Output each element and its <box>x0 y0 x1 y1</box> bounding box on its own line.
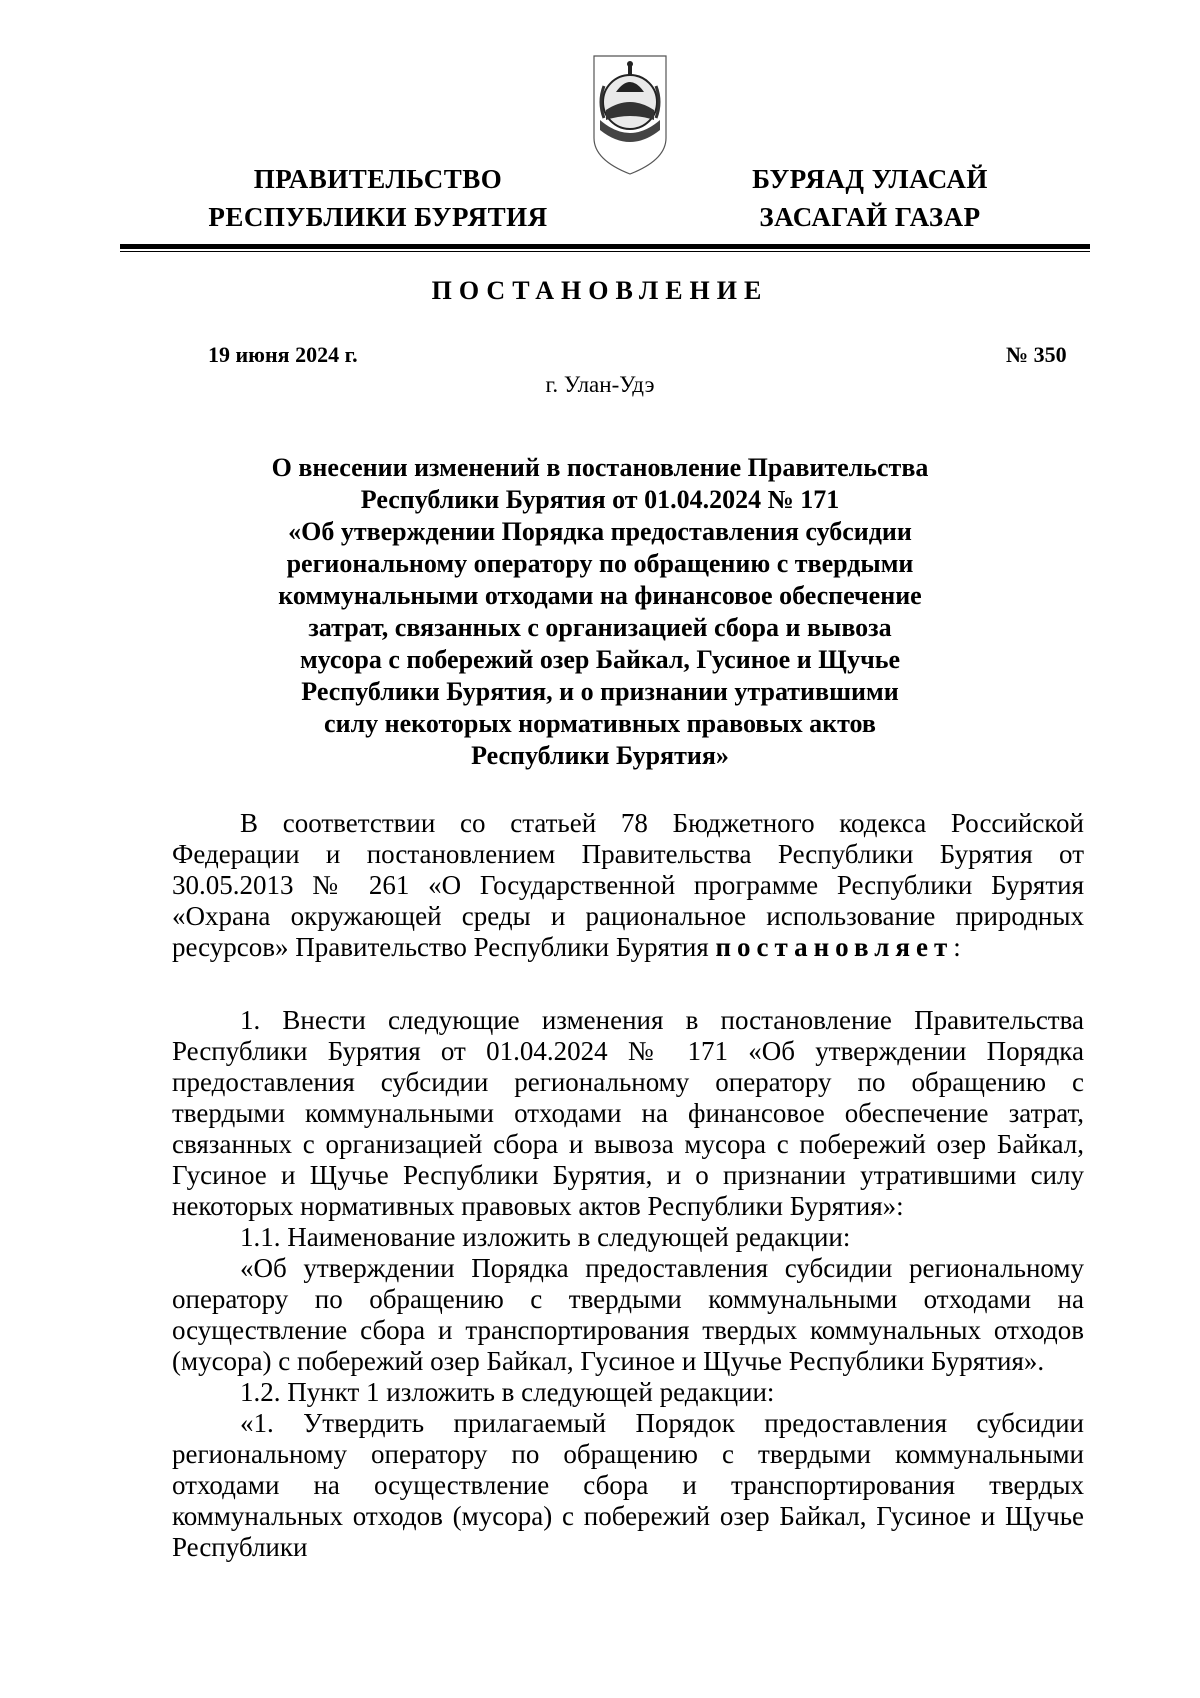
body-paragraph: 1.1. Наименование изложить в следующей редакции: <box>240 1222 851 1252</box>
document-body <box>172 808 1084 1563</box>
government-name-russian <box>178 160 578 236</box>
title-line: затрат, связанных с организацией сбора и вывоза <box>308 613 892 642</box>
title-line: силу некоторых нормативных правовых актов <box>324 709 876 738</box>
document-title <box>240 452 960 772</box>
document-type: ПОСТАНОВЛЕНИЕ <box>431 276 769 305</box>
body-paragraph: 1.2. Пункт 1 изложить в следующей редакции: <box>240 1377 775 1407</box>
title-line: региональному оператору по обращению с твердыми <box>286 549 914 578</box>
preamble-colon: : <box>953 932 961 962</box>
government-name-ru-line2: РЕСПУБЛИКИ БУРЯТИЯ <box>208 202 548 232</box>
preamble-paragraph <box>172 808 1084 963</box>
title-line: Республики Бурятия» <box>471 741 729 770</box>
header-divider-thin <box>120 251 1090 252</box>
government-name-bur-line1: БУРЯАД УЛАСАЙ <box>752 164 988 194</box>
body-paragraph: «1. Утвердить прилагаемый Порядок предоставления субсидии региональному оператору по обращению с твердыми коммунальными отходами на осуществление сбора и транспортирования твердых коммунальных отходов (мусора) с побережий озер Байкал, Гусиное и Щучье Республики <box>172 1408 1084 1562</box>
header-divider-thick <box>120 244 1090 249</box>
government-name-ru-line1: ПРАВИТЕЛЬСТВО <box>253 164 503 194</box>
title-line: мусора с побережий озер Байкал, Гусиное и Щучье <box>299 645 901 674</box>
title-line: Республики Бурятия от 01.04.2024 № 171 <box>360 485 840 514</box>
preamble-text: В соответствии со статьей 78 Бюджетного кодекса Российской Федерации и постановлением Правительства Республики Бурятия от 30.05.2013 № 261 «О Государственной программе Республики Бурятия «Охрана окружающей среды и рациональное использование природных ресурсов» Правительство Республики Бурятия <box>172 808 1084 962</box>
body-paragraph: 1. Внести следующие изменения в постановление Правительства Республики Бурятия от 01.04.2024 № 171 «Об утверждении Порядка предоставления субсидии региональному оператору по обращению с твердыми коммунальными отходами на финансовое обеспечение затрат, связанных с организацией сбора и вывоза мусора с побережий озер Байкал, Гусиное и Щучье Республики Бурятия, и о признании утратившими силу некоторых нормативных правовых актов Республики Бурятия»: <box>172 1005 1084 1221</box>
coat-of-arms-icon <box>590 50 670 180</box>
document-city: г. Улан-Удэ <box>545 372 655 397</box>
body-paragraph: «Об утверждении Порядка предоставления субсидии региональному оператору по обращению с твердыми коммунальными отходами на осуществление сбора и транспортирования твердых коммунальных отходов (мусора) с побережий озер Байкал, Гусиное и Щучье Республики Бурятия». <box>172 1253 1084 1376</box>
title-line: «Об утверждении Порядка предоставления субсидии <box>288 517 912 546</box>
government-name-bur-line2: ЗАСАГАЙ ГАЗАР <box>759 202 981 232</box>
document-date: 19 июня 2024 г. <box>208 342 358 367</box>
title-line: коммунальными отходами на финансовое обеспечение <box>278 581 922 610</box>
title-line: О внесении изменений в постановление Правительства <box>271 453 929 482</box>
title-line: Республики Бурятия, и о признании утратившими <box>301 677 899 706</box>
document-number: № 350 <box>1006 342 1067 367</box>
government-name-buryat <box>720 160 1020 236</box>
decree-word: постановляет <box>715 932 954 962</box>
